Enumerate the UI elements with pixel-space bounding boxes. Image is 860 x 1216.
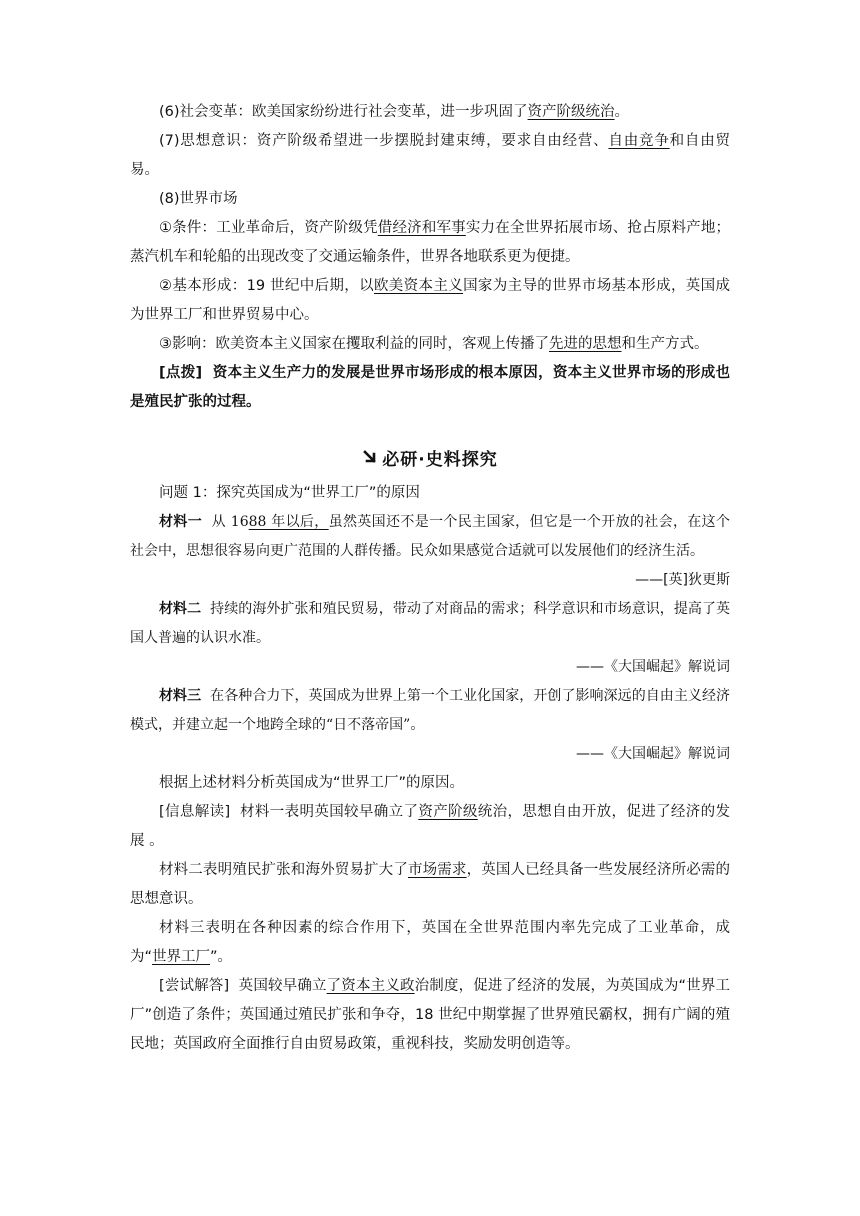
document-body xyxy=(130,98,730,1059)
item-8-2 xyxy=(130,272,730,330)
item-6 xyxy=(130,98,730,127)
answer-underline: 了资本主义政 xyxy=(326,978,415,994)
item-7-underline: 自由竞争 xyxy=(608,133,670,149)
item-6-text: (6)社会变革：欧美国家纷纷进行社会变革，进一步巩固了 xyxy=(159,104,528,120)
item-8-1-end: 实力在全世界拓展市场、抢占原料产地；蒸汽机车和轮船的出现改变了交通运输条件，世界各地联系更为便捷。 xyxy=(130,220,731,265)
material-1-underline: 88 年以后， xyxy=(248,514,329,530)
material-2-text: 持续的海外扩张和殖民贸易，带动了对商品的需求；科学意识和市场意识，提高了英国人普遍的认识水准。 xyxy=(130,601,731,646)
arrow-down-right-icon xyxy=(362,445,378,475)
info-underline: 资产阶级 xyxy=(418,804,478,820)
material-3-label: 材料三 xyxy=(159,688,202,704)
material-1-label: 材料一 xyxy=(159,514,203,530)
item-8-2-underline: 欧美资本主义 xyxy=(373,278,464,294)
section-heading xyxy=(130,445,730,475)
item-8-title: (8)世界市场 xyxy=(159,191,238,207)
material-3 xyxy=(130,682,730,740)
info-2-text: 材料二表明殖民扩张和海外贸易扩大了 xyxy=(159,862,408,878)
info-3-rest: ”。 xyxy=(210,949,233,965)
item-6-end: 。 xyxy=(614,104,630,120)
item-8-2-end: 国家为主导的世界市场基本形成，英国成为世界工厂和世界贸易中心。 xyxy=(130,278,731,323)
item-8-3-underline: 先进的思想 xyxy=(549,336,622,352)
material-2 xyxy=(130,595,730,653)
tip-label: [点拨] xyxy=(159,365,203,381)
material-1-rest: 虽然英国还不是一个民主国家，但它是一个开放的社会，在这个社会中，思想很容易向更广范围的人群传播。民众如果感觉合适就可以发展他们的经济生活。 xyxy=(130,514,731,559)
item-8-2-text: ②基本形成：19 世纪中后期，以 xyxy=(159,278,374,294)
item-8-3 xyxy=(130,330,730,359)
item-8-1-underline: 借经济和军事 xyxy=(377,220,466,236)
item-7 xyxy=(130,127,730,185)
item-7-text: (7)思想意识：资产阶级希望进一步摆脱封建束缚，要求自由经营、 xyxy=(159,133,609,149)
info-2-underline: 市场需求 xyxy=(407,862,467,878)
answer-label: [尝试解答] xyxy=(159,978,230,994)
info-reading xyxy=(130,798,730,856)
answer-text: 英国较早确立 xyxy=(238,978,327,994)
material-1-text: 从 16 xyxy=(211,514,249,530)
item-8-1-text: ①条件：工业革命后，资产阶级凭 xyxy=(159,220,378,236)
item-6-underline: 资产阶级统治 xyxy=(527,104,615,120)
info-rest: 统治，思想自由开放，促进了经济的发展 。 xyxy=(130,804,731,849)
tip-text: 资本主义生产力的发展是世界市场形成的根本原因，资本主义世界市场的形成也是殖民扩张的过程。 xyxy=(130,365,730,410)
tip xyxy=(130,359,730,417)
question-title: 问题 1：探究英国成为“世界工厂”的原因 xyxy=(159,485,420,501)
answer-rest: 治制度，促进了经济的发展，为英国成为“世界工厂”创造了条件；英国通过殖民扩张和争夺，18 世纪中期掌握了世界殖民霸权，拥有广阔的殖民地；英国政府全面推行自由贸易政策，重视科技，奖励发明创造等。 xyxy=(130,978,730,1052)
info-reading-3 xyxy=(130,914,730,972)
item-8-1 xyxy=(130,214,730,272)
item-8-3-end: 和生产方式。 xyxy=(621,336,709,352)
info-text: 材料一表明英国较早确立了 xyxy=(240,804,419,820)
item-7-end: 和自由贸易。 xyxy=(130,133,731,178)
material-2-source: ——《大国崛起》解说词 xyxy=(576,659,730,675)
material-3-text: 在各种合力下，英国成为世界上第一个工业化国家，开创了影响深远的自由主义经济模式，并建立起一个地跨全球的“日不落帝国”。 xyxy=(130,688,731,733)
material-1 xyxy=(130,508,730,566)
info-reading-2 xyxy=(130,856,730,914)
info-3-underline: 世界工厂 xyxy=(152,949,211,965)
info-2-rest: ，英国人已经具备一些发展经济所必需的思想意识。 xyxy=(130,862,731,907)
info-3-text: 材料三表明在各种因素的综合作用下，英国在全世界范围内率先完成了工业革命，成为“ xyxy=(130,920,730,965)
section-title: 必研·史料探究 xyxy=(382,450,498,470)
question-prompt: 根据上述材料分析英国成为“世界工厂”的原因。 xyxy=(159,775,465,791)
material-2-label: 材料二 xyxy=(159,601,202,617)
item-8-3-text: ③影响：欧美资本主义国家在攫取利益的同时，客观上传播了 xyxy=(159,336,549,352)
info-label: [信息解读] xyxy=(159,804,231,820)
material-3-source: ——《大国崛起》解说词 xyxy=(576,746,730,762)
answer xyxy=(130,972,730,1059)
material-1-source: ——[英]狄更斯 xyxy=(635,572,730,588)
